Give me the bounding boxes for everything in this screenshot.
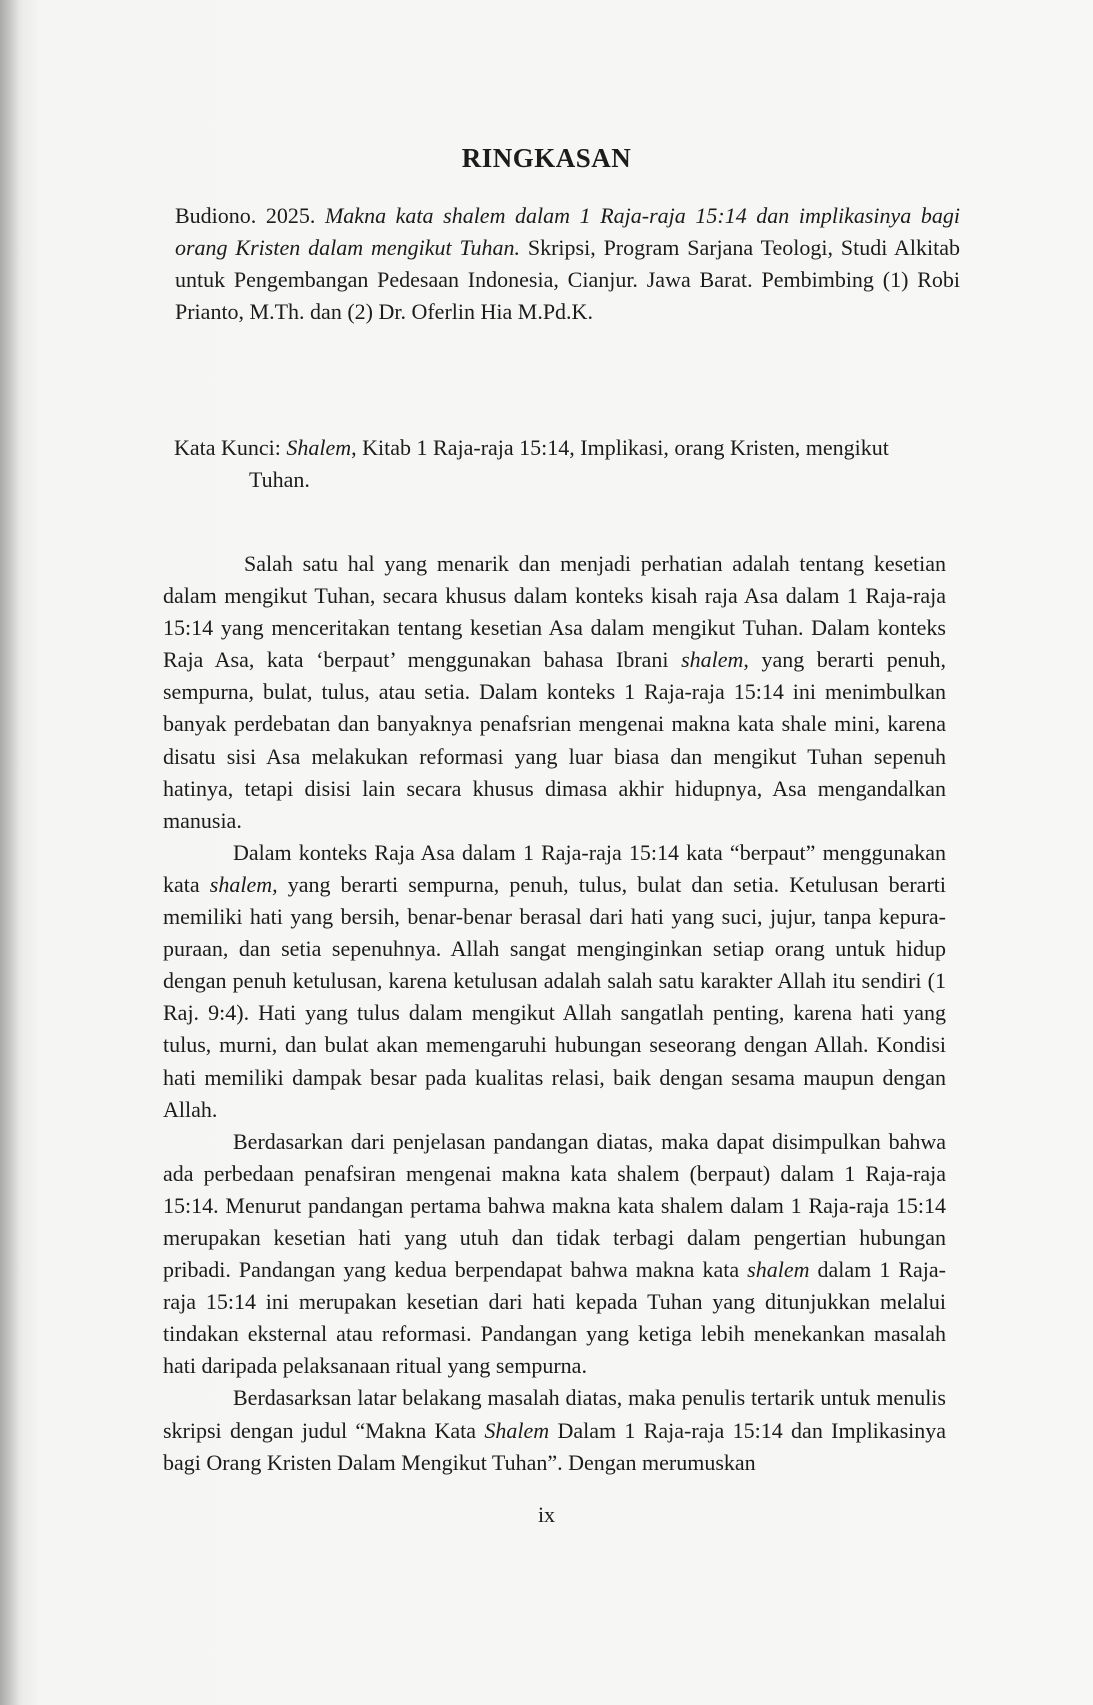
summary-body bbox=[163, 548, 946, 1479]
paragraph-1 bbox=[163, 548, 946, 837]
citation-title: Makna kata shalem dalam 1 Raja-raja 15:14 dan implikasinya bagi orang Kristen dalam mengikut Tuhan. bbox=[175, 203, 961, 260]
citation-block bbox=[175, 200, 960, 328]
paragraph-text: dalam 1 Raja-raja 15:14 ini merupakan kesetian dari hati kepada Tuhan yang ditunjukkan melalui tindakan eksternal atau reformasi. Pandangan yang ketiga lebih menekankan masalah hati daripada pelaksanaan ritual yang sempurna. bbox=[163, 1257, 946, 1379]
keywords-list: , Kitab 1 Raja-raja 15:14, Implikasi, orang Kristen, mengikut bbox=[351, 435, 889, 460]
paragraph-2 bbox=[163, 837, 946, 1126]
page-number: ix bbox=[537, 1502, 556, 1527]
paragraph-text: Salah satu hal yang menarik dan menjadi perhatian adalah tentang kesetian dalam mengikut Tuhan, secara khusus dalam konteks kisah raja Asa dalam 1 Raja-raja 15:14 yang menceritakan tentang kesetian Asa dalam mengikut Tuhan. Dalam konteks Raja Asa, kata ‘berpaut’ menggunakan bahasa Ibrani bbox=[163, 551, 946, 673]
page-title: RINGKASAN bbox=[461, 143, 632, 173]
paragraph-text: Berdasarksan latar belakang masalah diatas, maka penulis tertarik untuk menulis skripsi dengan judul “Makna Kata bbox=[163, 1385, 946, 1443]
paragraph-text: , yang berarti penuh, sempurna, bulat, tulus, atau setia. Dalam konteks 1 Raja-raja 15:14 ini menimbulkan banyak perdebatan dan banyaknya penafsrian mengenai makna kata shale mini, karena disatu sisi Asa melakukan reformasi yang luar biasa dan mengikut Tuhan sepenuh hatinya, tetapi disisi lain secara khusus dimasa akhir hidupnya, Asa mengandalkan manusia. bbox=[163, 647, 946, 833]
paragraph-text: Dalam 1 Raja-raja 15:14 dan Implikasinya bagi Orang Kristen Dalam Mengikut Tuhan”. Dengan merumuskan bbox=[163, 1417, 947, 1475]
citation-details: Skripsi, Program Sarjana Teologi, Studi Alkitab untuk Pengembangan Pedesaan Indonesia, Cianjur. Jawa Barat. Pembimbing (1) Robi Prianto, M.Th. dan (2) Dr. Oferlin Hia M.Pd.K. bbox=[175, 235, 961, 324]
paragraph-italic: shalem bbox=[747, 1257, 810, 1283]
paragraph-italic: Shalem bbox=[484, 1417, 550, 1443]
citation-author-year: Budiono. 2025. bbox=[175, 203, 316, 228]
binding-shadow bbox=[0, 0, 22, 1705]
keywords-continuation: Tuhan. bbox=[249, 467, 310, 492]
paragraph-text: Berdasarkan dari penjelasan pandangan diatas, maka dapat disimpulkan bahwa ada perbedaan penafsiran mengenai makna kata shalem (berpaut) dalam 1 Raja-raja 15:14. Menurut pandangan pertama bahwa makna kata shalem dalam 1 Raja-raja 15:14 merupakan kesetian hati yang utuh dan tidak terbagi dalam pengertian hubungan pribadi. Pandangan yang kedua berpendapat bahwa makna kata bbox=[163, 1128, 946, 1283]
paragraph-3 bbox=[163, 1126, 946, 1383]
paragraph-text: Dalam konteks Raja Asa dalam 1 Raja-raja 15:14 kata “berpaut” menggunakan kata bbox=[163, 839, 946, 897]
paragraph-italic: shalem, bbox=[209, 871, 278, 897]
keywords-block bbox=[174, 432, 954, 496]
paragraph-italic: shalem bbox=[681, 647, 744, 673]
paragraph-text: yang berarti sempurna, penuh, tulus, bulat dan setia. Ketulusan berarti memiliki hati yang bersih, benar-benar berasal dari hati yang suci, jujur, tanpa kepura-puraan, dan setia sepenuhnya. Allah sangat menginginkan setiap orang untuk hidup dengan penuh ketulusan, karena ketulusan adalah salah satu karakter Allah itu sendiri (1 Raj. 9:4). Hati yang tulus dalam mengikut Allah sangatlah penting, karena hati yang tulus, murni, dan bulat akan memengaruhi hubungan seseorang dengan Allah. Kondisi hati memiliki dampak besar pada kualitas relasi, baik dengan sesama maupun dengan Allah. bbox=[163, 871, 946, 1122]
keywords-label: Kata Kunci: bbox=[174, 435, 281, 460]
keywords-first-term: Shalem bbox=[286, 435, 352, 460]
paragraph-4 bbox=[163, 1382, 946, 1478]
